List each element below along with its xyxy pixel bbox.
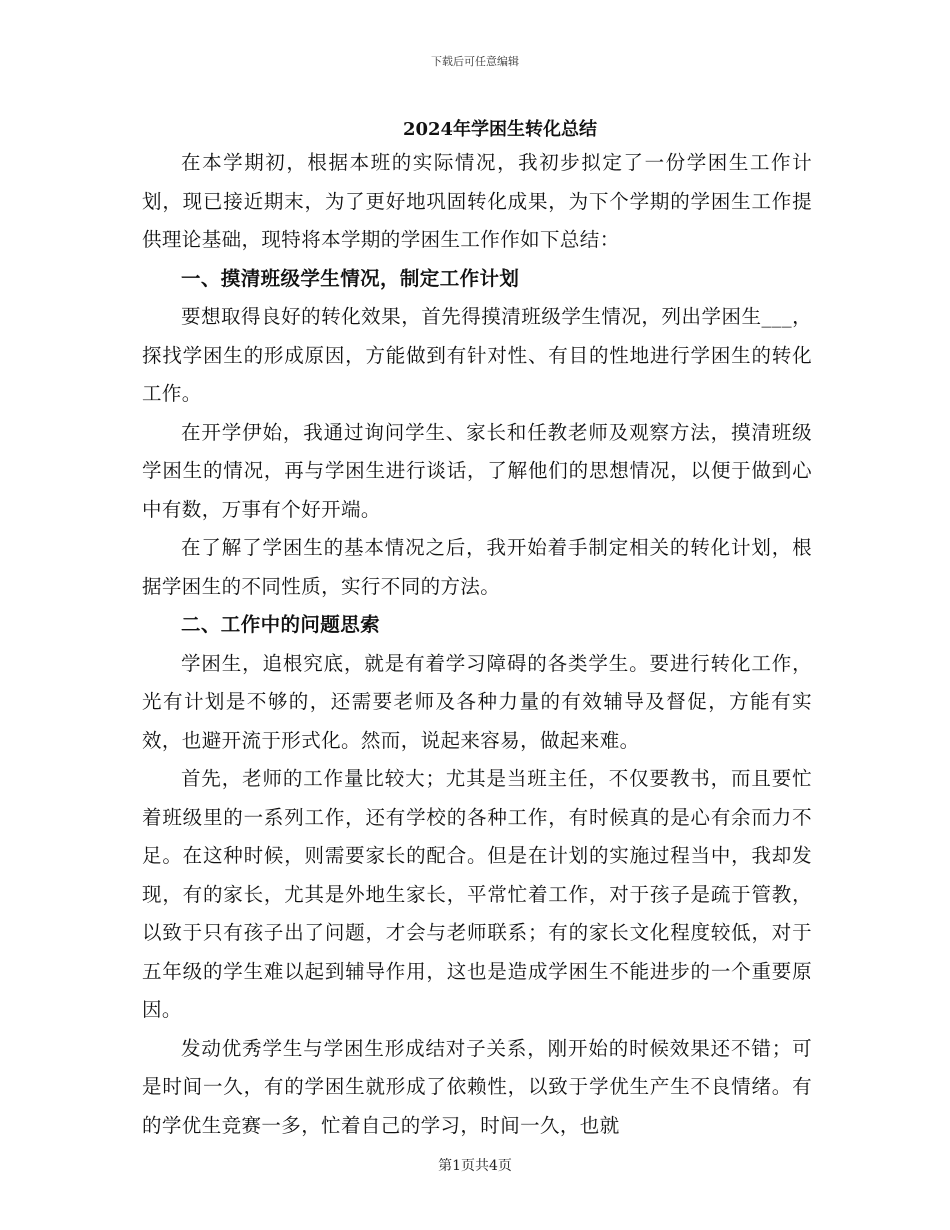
paragraph: 学困生，追根究底，就是有着学习障碍的各类学生。要进行转化工作，光有计划是不够的，还需要老师及各种力量的有效辅导及督促，方能有实效，也避开流于形式化。然而，说起来容易，做起来难。 [142, 651, 812, 752]
paragraph: 在了解了学困生的基本情况之后，我开始着手制定相关的转化计划，根据学困生的不同性质，实行不同的方法。 [142, 536, 812, 598]
document-body [142, 144, 812, 1145]
section-heading-2: 二、工作中的问题思索 [181, 613, 381, 636]
header-note: 下载后可任意编辑 [431, 55, 519, 68]
document-title: 2024年学困生转化总结 [402, 119, 598, 140]
paragraph: 发动优秀学生与学困生形成结对子关系，刚开始的时候效果还不错；可是时间一久，有的学困生就形成了依赖性，以致于学优生产生不良情绪。有的学优生竞赛一多，忙着自己的学习，时间一久，也就 [142, 1036, 812, 1137]
paragraph: 首先，老师的工作量比较大；尤其是当班主任，不仅要教书，而且要忙着班级里的一系列工作，还有学校的各种工作，有时候真的是心有余而力不足。在这种时候，则需要家长的配合。但是在计划的实施过程当中，我却发现，有的家长，尤其是外地生家长，平常忙着工作，对于孩子是疏于管教，以致于只有孩子出了问题，才会与老师联系；有的家长文化程度较低，对于五年级的学生难以起到辅导作用，这也是造成学困生不能进步的一个重要原因。 [142, 767, 812, 1021]
paragraph-intro: 在本学期初，根据本班的实际情况，我初步拟定了一份学困生工作计划，现已接近期末，为了更好地巩固转化成果，为下个学期的学困生工作提供理论基础，现特将本学期的学困生工作作如下总结： [142, 151, 812, 251]
section-heading-1: 一、摸清班级学生情况，制定工作计划 [181, 266, 520, 290]
paragraph: 要想取得良好的转化效果，首先得摸清班级学生情况，列出学困生___，探找学困生的形成原因，方能做到有针对性、有目的性地进行学困生的转化工作。 [142, 305, 812, 405]
page-number: 第1页共4页 [438, 1158, 512, 1174]
paragraph: 在开学伊始，我通过询问学生、家长和任教老师及观察方法，摸清班级学困生的情况，再与学困生进行谈话，了解他们的思想情况，以便于做到心中有数，万事有个好开端。 [142, 420, 812, 521]
